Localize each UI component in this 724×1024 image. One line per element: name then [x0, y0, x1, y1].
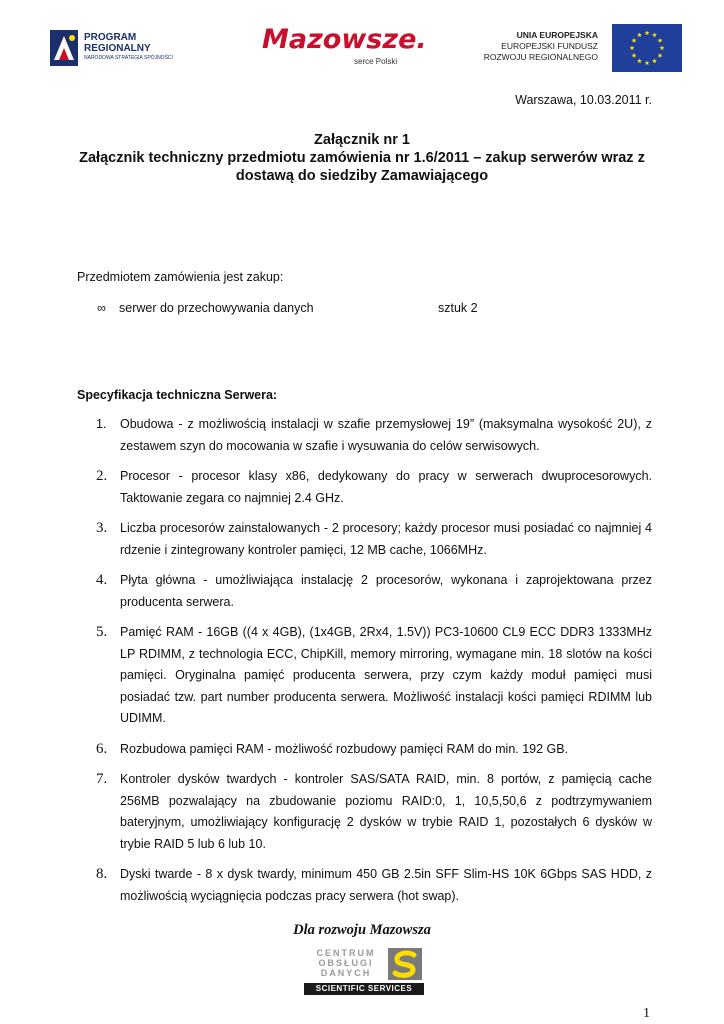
- footer-logo-line1: CENTRUM: [316, 948, 376, 958]
- list-item-number: 8.: [96, 866, 108, 882]
- list-item: [96, 518, 652, 561]
- page-number: 1: [643, 1006, 650, 1021]
- order-item-name: serwer do przechowywania danych: [119, 301, 314, 315]
- list-item: [96, 414, 652, 457]
- eu-logo-line2: EUROPEJSKI FUNDUSZ: [501, 41, 598, 51]
- footer-logo-line4: SCIENTIFIC SERVICES: [304, 983, 424, 995]
- intro-text: Przedmiotem zamówienia jest zakup:: [77, 270, 284, 284]
- footer-logo-line3: DANYCH: [320, 968, 372, 978]
- spec-heading: Specyfikacja techniczna Serwera:: [77, 388, 278, 402]
- list-item-text: Obudowa - z możliwością instalacji w szafie przemysłowej 19” (maksymalna wysokość 2U), z zestawem szyn do mocowania w szafie i wysuwania do celów serwisowych.: [120, 417, 652, 453]
- bullet-infinity-icon: ∞: [97, 301, 106, 315]
- scientific-services-emblem-icon: [388, 948, 422, 980]
- document-date: Warszawa, 10.03.2011 r.: [515, 93, 652, 107]
- order-item-quantity: sztuk 2: [438, 301, 478, 315]
- list-item: [96, 739, 652, 761]
- program-regionalny-logo: [50, 28, 200, 70]
- list-item-text: Dyski twarde - 8 x dysk twardy, minimum 450 GB 2.5in SFF Slim-HS 10K 6Gbps SAS HDD, z możliwością wyciągnięcia podczas pracy serwera (hot swap).: [120, 867, 652, 903]
- program-logo-line3: NARODOWA STRATEGIA SPÓJNOŚCI: [84, 55, 173, 61]
- title-line2: Załącznik techniczny przedmiotu zamówienia nr 1.6/2011 – zakup serwerów wraz z: [79, 150, 645, 166]
- footer-logo-line2: OBSŁUGI: [318, 958, 374, 968]
- eu-logo-line1: UNIA EUROPEJSKA: [516, 30, 598, 40]
- mazowsze-logo-tagline: serce Polski: [354, 57, 398, 66]
- mazowsze-logo-name: Mazowsze.: [262, 24, 427, 55]
- list-item-text: Pamięć RAM - 16GB ((4 x 4GB), (1x4GB, 2Rx4, 1.5V)) PC3-10600 CL9 ECC DDR3 1333MHz LP RDIMM, z technologia ECC, ChipKill, memory mirroring, wymagane min. 18 slotów na kości pamięci. Oryginalna pamięć producenta serwera, przy czym każdy moduł pamięci musi posiadać tzw. part number producenta serwera. Możliwość instalacji kości pamięci RDIMM lub UDIMM.: [120, 625, 652, 725]
- list-item-number: 3.: [96, 520, 108, 536]
- list-item-number: 6.: [96, 740, 108, 757]
- order-item: [97, 301, 314, 315]
- list-item-text: Rozbudowa pamięci RAM - możliwość rozbudowy pamięci RAM do min. 192 GB.: [120, 741, 569, 756]
- list-item-text: Kontroler dysków twardych - kontroler SAS/SATA RAID, min. 8 portów, z pamięcią cache 256MB pozwalający na zbudowanie poziomu RAID:0, 1, 10,5,50,6 z podtrzymywaniem bateryjnym, umożliwiający konfigurację 2 dysków w trybie RAID 1, pozostałych 6 dysków w trybie RAID 5 lub 6 lub 10.: [120, 772, 652, 851]
- list-item: [96, 864, 652, 907]
- title-line1: Załącznik nr 1: [314, 132, 410, 148]
- title-line3: dostawą do siedziby Zamawiającego: [235, 168, 489, 184]
- mazowsze-logo: [262, 24, 427, 72]
- eu-flag-icon: [612, 24, 682, 72]
- eu-logo-line3: ROZWOJU REGIONALNEGO: [483, 52, 598, 62]
- program-logo-line1: PROGRAM: [84, 32, 137, 43]
- motto: Dla rozwoju Mazowsza: [293, 922, 431, 938]
- program-logo-line2: REGIONALNY: [84, 43, 151, 54]
- list-item-number: 1.: [96, 417, 107, 431]
- list-item-number: 2.: [96, 468, 108, 484]
- program-emblem-icon: [50, 30, 78, 66]
- spec-list: [96, 414, 652, 916]
- list-item-number: 7.: [96, 771, 108, 787]
- eu-logo: [470, 22, 682, 76]
- list-item-text: Liczba procesorów zainstalowanych - 2 procesory; każdy procesor musi posiadać co najmniej 4 rdzenie i zintegrowany kontroler pamięci, 12 MB cache, 1066MHz.: [120, 521, 652, 557]
- list-item-text: Płyta główna - umożliwiająca instalację 2 procesorów, wykonana i zaprojektowana przez producenta serwera.: [120, 573, 652, 609]
- list-item-number: 5.: [96, 624, 108, 640]
- list-item-number: 4.: [96, 572, 108, 588]
- centrum-obslugi-danych-logo: [304, 948, 424, 996]
- list-item: [96, 466, 652, 509]
- list-item: [96, 570, 652, 613]
- list-item: [96, 622, 652, 730]
- document-title: [60, 131, 664, 185]
- list-item-text: Procesor - procesor klasy x86, dedykowany do pracy w serwerach dwuprocesorowych. Taktowanie zegara co najmniej 2.4 GHz.: [120, 469, 652, 505]
- list-item: [96, 769, 652, 855]
